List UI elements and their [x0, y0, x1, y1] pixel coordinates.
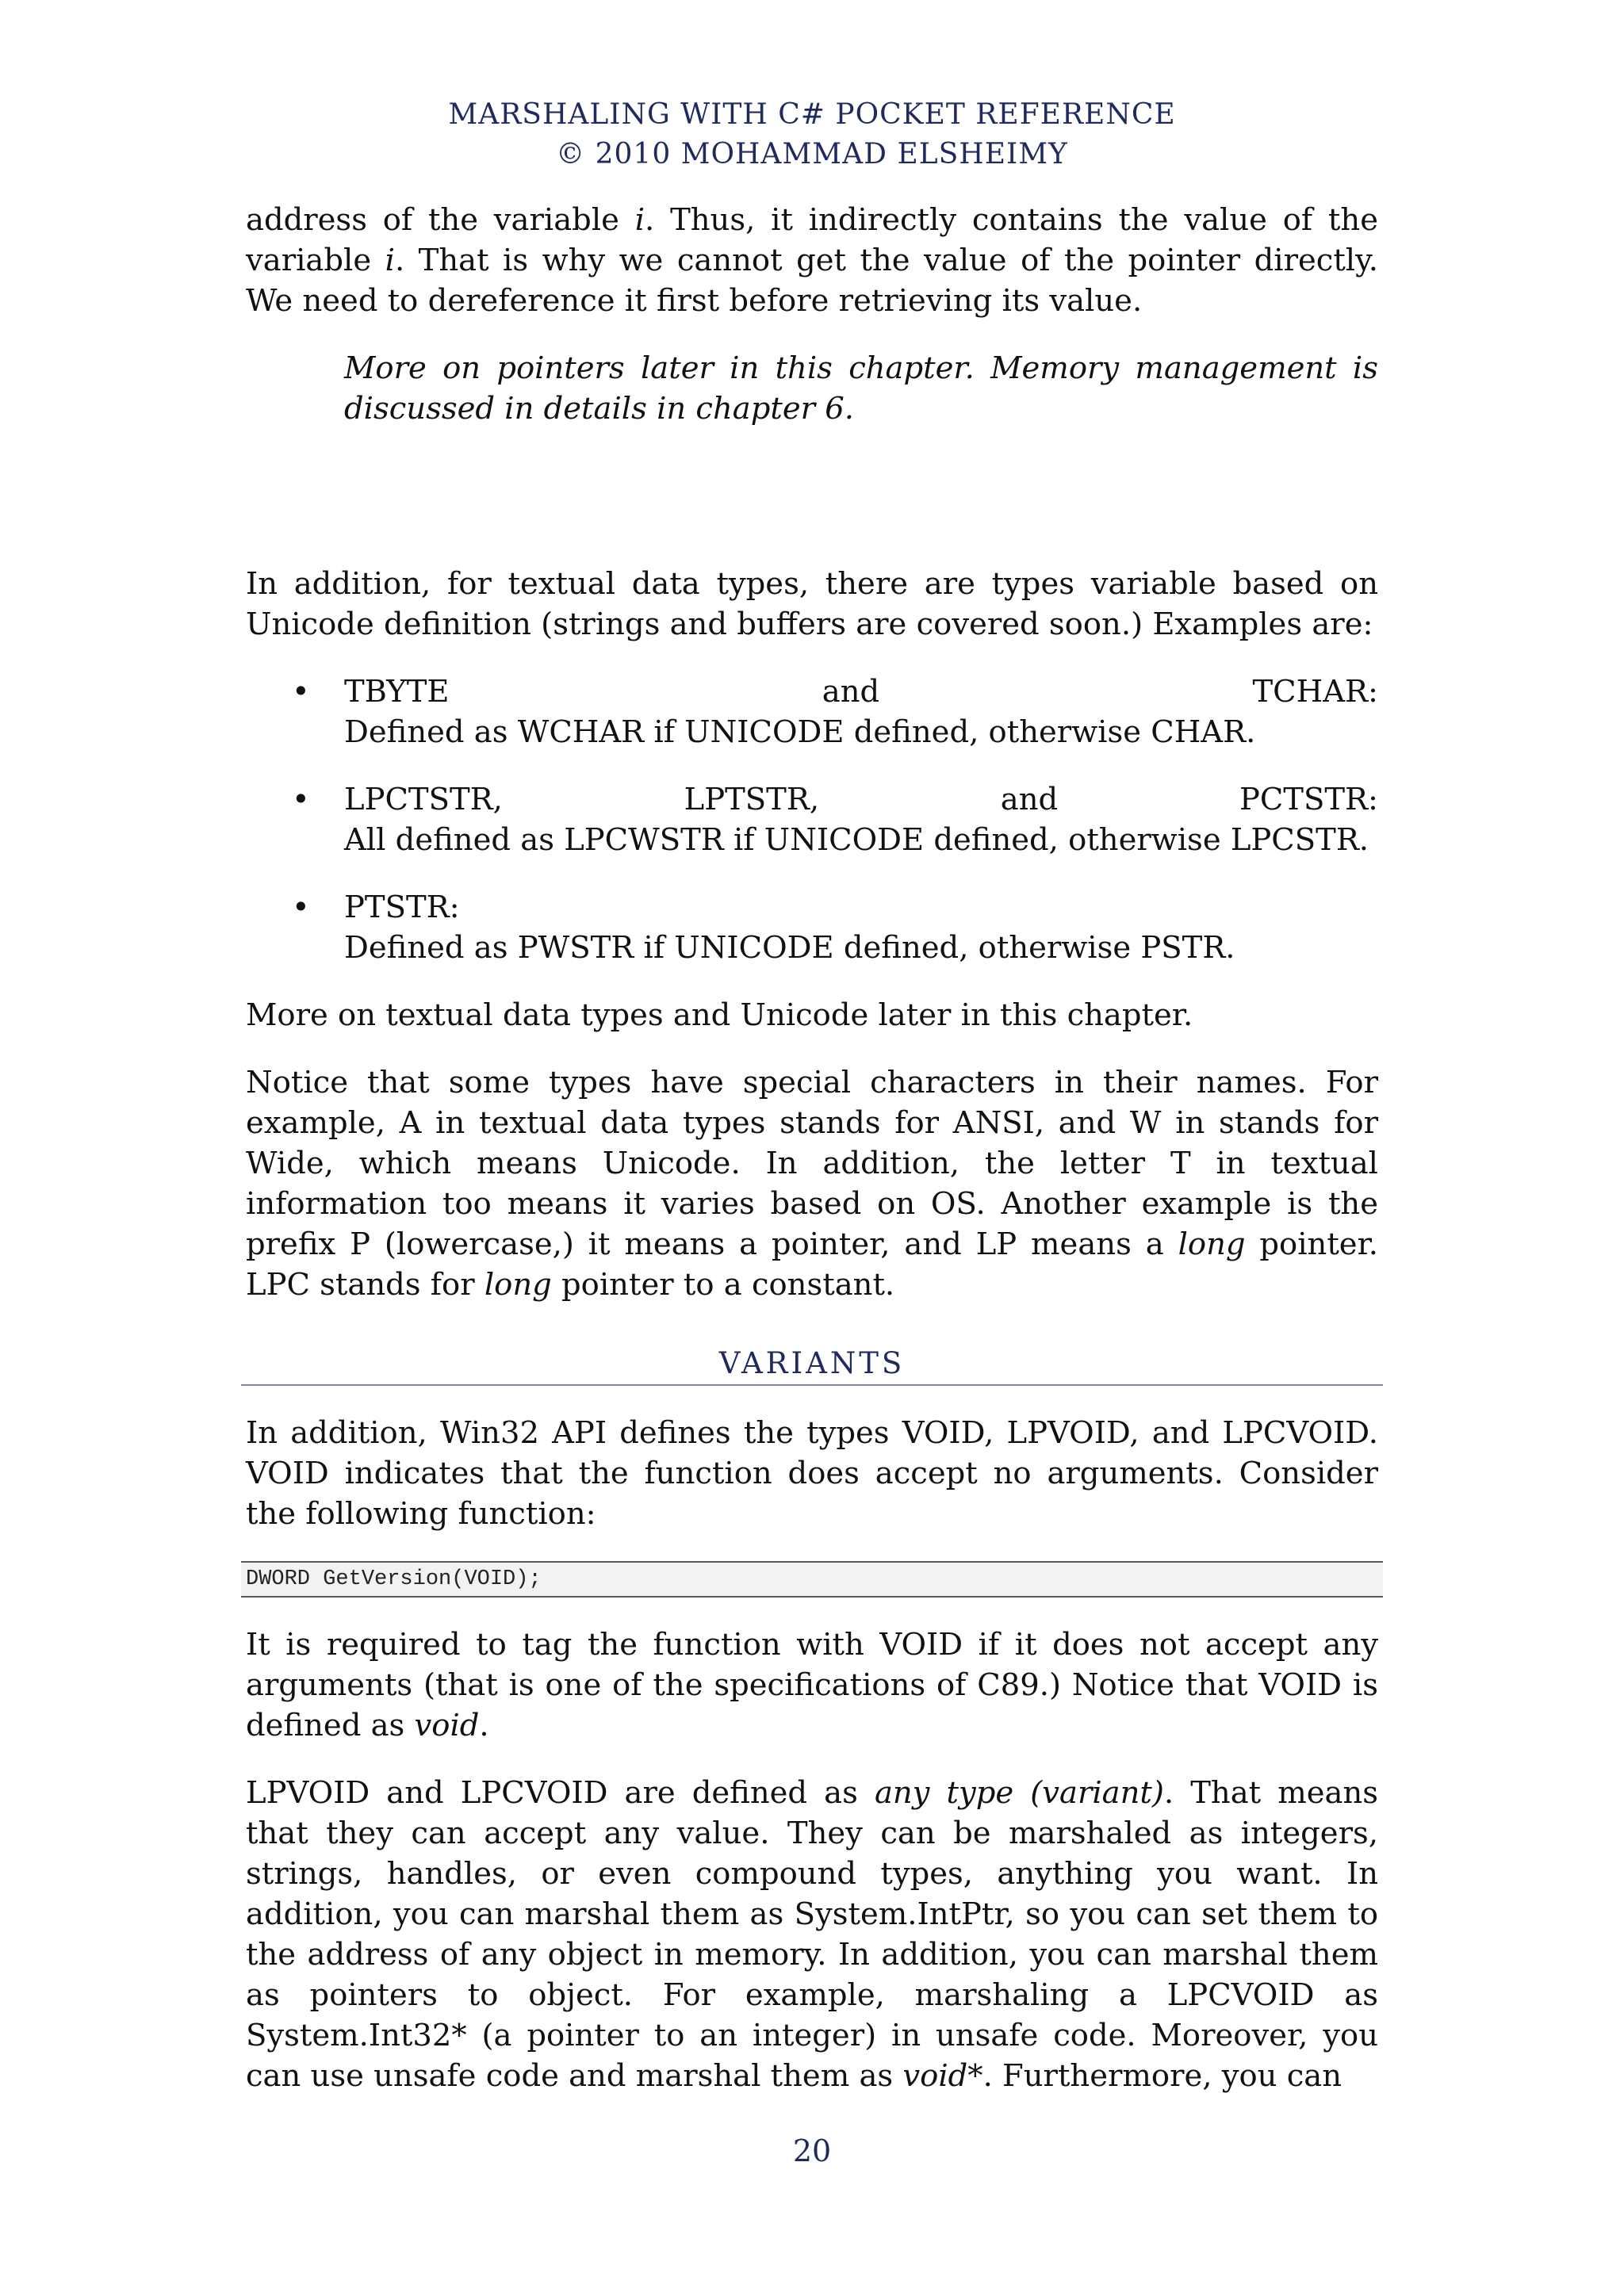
- bullet-icon: •: [292, 890, 310, 925]
- header-copyright: © 2010 MOHAMMAD ELSHEIMY: [556, 138, 1068, 170]
- list-item: [246, 672, 1378, 752]
- page-body: [246, 200, 1378, 2123]
- paragraph-void-requirement: It is required to tag the function with VOID if it does not accept any arguments (that is one of the specifications of C89.) Notice that VOID is defined as void.: [246, 1627, 1378, 1743]
- note-pointers: More on pointers later in this chapter. Memory management is discussed in details in chapter 6.: [344, 350, 1378, 427]
- bullet-term-line: LPCTSTR, LPTSTR, and PCTSTR:: [344, 782, 1378, 817]
- bullet-term-line: PTSTR:: [344, 890, 460, 925]
- bullet-term-line: TBYTE and TCHAR:: [344, 674, 1378, 710]
- paragraph-void-types: In addition, Win32 API defines the types VOID, LPVOID, and LPCVOID. VOID indicates that the function does accept no arguments. Consider the following function:: [246, 1415, 1378, 1532]
- running-header: [0, 95, 1624, 174]
- section-heading-variants: VARIANTS: [241, 1345, 1383, 1386]
- bullet-list: [246, 672, 1378, 968]
- blank-space: [246, 429, 1378, 564]
- list-item: [246, 779, 1378, 860]
- header-title: MARSHALING WITH C# POCKET REFERENCE: [448, 98, 1176, 131]
- code-snippet: DWORD GetVersion(VOID);: [241, 1561, 1383, 1598]
- paragraph-special-characters: Notice that some types have special characters in their names. For example, A in textual data types stands for ANSI, and W in stands for Wide, which means Unicode. In addition, the letter T in textual information too means it varies based on OS. Another example is the prefix P (lowercase,) it means a pointer, and LP means a long pointer. LPC stands for long pointer to a constant.: [246, 1065, 1378, 1303]
- bullet-icon: •: [292, 782, 310, 817]
- list-item: [246, 887, 1378, 968]
- paragraph-more-textual: More on textual data types and Unicode later in this chapter.: [246, 997, 1193, 1033]
- paragraph-textual-types: In addition, for textual data types, there are types variable based on Unicode definition (strings and buffers are covered soon.) Examples are:: [246, 566, 1378, 642]
- bullet-icon: •: [292, 674, 310, 710]
- bullet-description: All defined as LPCWSTR if UNICODE defined, otherwise LPCSTR.: [344, 822, 1369, 858]
- bullet-description: Defined as WCHAR if UNICODE defined, otherwise CHAR.: [344, 714, 1256, 750]
- paragraph-lpvoid: LPVOID and LPCVOID are defined as any type (variant). That means that they can accept any value. They can be marshaled as integers, strings, handles, or even compound types, anything you want. In addition, you can marshal them as System.IntPtr, so you can set them to the address of any object in memory. In addition, you can marshal them as pointers to object. For example, marshaling a LPCVOID as System.Int32* (a pointer to an integer) in unsafe code. Moreover, you can use unsafe code and marshal them as void*. Furthermore, you can: [246, 1775, 1378, 2094]
- bullet-description: Defined as PWSTR if UNICODE defined, otherwise PSTR.: [344, 930, 1235, 966]
- paragraph-pointer-address: address of the variable i. Thus, it indirectly contains the value of the variable i. That is why we cannot get the value of the pointer directly. We need to dereference it first before retrieving its value.: [246, 202, 1378, 319]
- page-number: 20: [792, 2133, 832, 2168]
